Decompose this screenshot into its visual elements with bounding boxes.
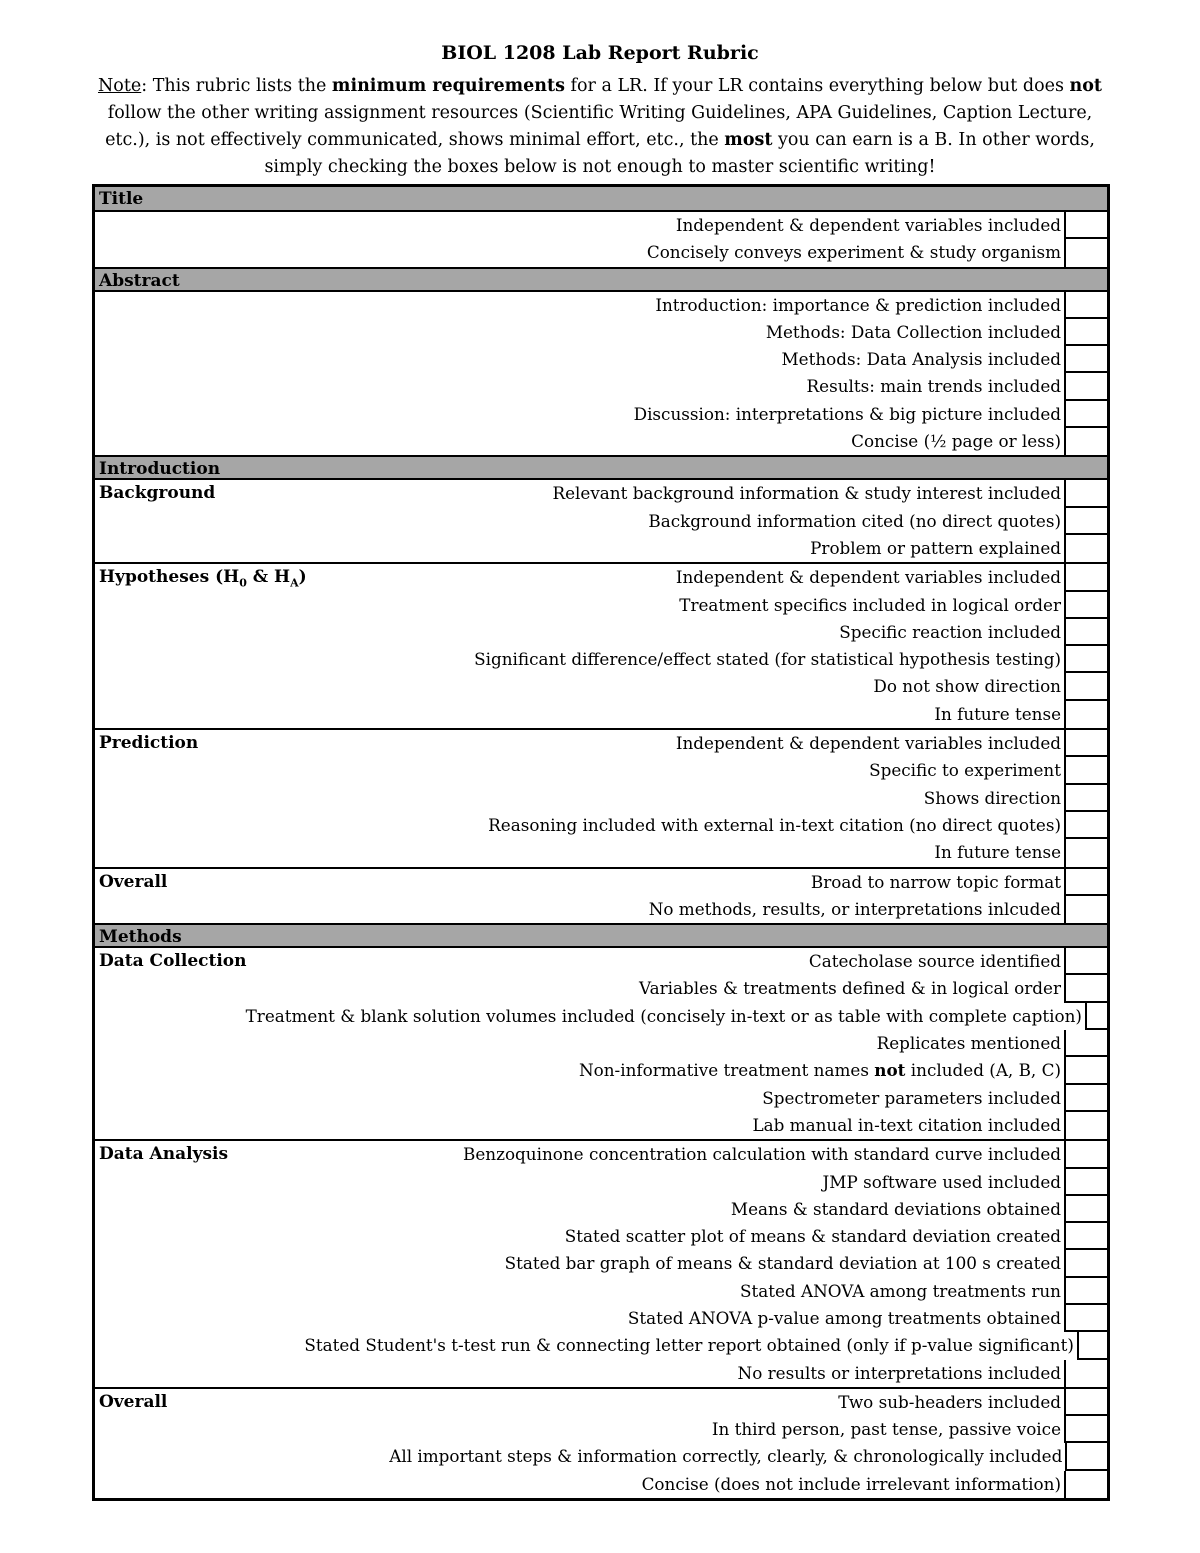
subheader-label (95, 757, 399, 784)
checkbox[interactable] (1064, 1030, 1107, 1057)
criterion-row (95, 1250, 1107, 1277)
criterion-row (95, 812, 1107, 839)
criterion-row (95, 896, 1107, 923)
criterion-text: In future tense (934, 703, 1061, 724)
criterion-text: Discussion: interpretations & big picture included (633, 403, 1061, 424)
subheader-label (95, 701, 399, 728)
criterion-text: Independent & dependent variables included (675, 733, 1061, 754)
subheader-text: Data Analysis (99, 1144, 229, 1165)
criterion-text: Specific to experiment (869, 760, 1061, 781)
checkbox[interactable] (1064, 1112, 1107, 1139)
criterion-row (95, 428, 1107, 455)
criterion-row (95, 480, 1107, 507)
subheader-label (95, 428, 399, 455)
checkbox[interactable] (1064, 1360, 1107, 1387)
note-text-1: : This rubric lists the (141, 76, 332, 96)
criterion-text-part: Non-informative treatment names (578, 1060, 875, 1081)
criterion-text: Results: main trends included (806, 376, 1061, 397)
section-header-abstract: Abstract (95, 267, 1107, 292)
criterion-text: Catecholase source identified (808, 951, 1061, 972)
checkbox[interactable] (1064, 1305, 1107, 1332)
checkbox[interactable] (1064, 948, 1107, 975)
section-header-introduction: Introduction (95, 455, 1107, 480)
criterion-row (95, 346, 1107, 373)
subheader-label (95, 730, 399, 757)
checkbox[interactable] (1064, 975, 1107, 1002)
criterion-text: Shows direction (923, 787, 1061, 808)
checkbox[interactable] (1064, 1416, 1107, 1443)
note-text-4: you can earn is a B. In other words, simply checking the boxes below is not enough to master scientific writing! (264, 130, 1095, 177)
checkbox[interactable] (1064, 619, 1107, 646)
criterion-text: Spectrometer parameters included (762, 1087, 1061, 1108)
criterion-row (95, 319, 1107, 346)
criterion-row (95, 373, 1107, 400)
criterion-text: All important steps & information correctly, clearly, & chronologically included (389, 1446, 1063, 1467)
subheader-label (95, 373, 399, 400)
subheader-text: Data Collection (99, 951, 247, 972)
criterion-row (95, 975, 1107, 1002)
criterion-row (95, 212, 1107, 239)
criteria-group (95, 728, 1107, 866)
subheader-text: Background (99, 483, 216, 504)
section-header-title: Title (95, 187, 1107, 212)
criterion-row (95, 646, 1107, 673)
subheader-label (95, 319, 399, 346)
subheader-label (95, 1003, 246, 1030)
criterion-text: In future tense (934, 842, 1061, 863)
criterion-text: Stated bar graph of means & standard deviation at 100 s created (504, 1253, 1061, 1274)
subheader-text: Overall (99, 871, 168, 892)
criterion-row (95, 1141, 1107, 1168)
criterion-text: Background information cited (no direct quotes) (648, 510, 1061, 531)
criterion-text: Replicates mentioned (876, 1033, 1061, 1054)
subheader-label (95, 1057, 399, 1084)
rubric-note (94, 73, 1106, 181)
criterion-text: Do not show direction (873, 676, 1061, 697)
criterion-row (95, 401, 1107, 428)
subheader-label (95, 239, 399, 266)
criterion-text: Means & standard deviations obtained (730, 1198, 1061, 1219)
subheader-label (95, 508, 399, 535)
criterion-row (95, 619, 1107, 646)
checkbox[interactable] (1064, 785, 1107, 812)
criterion-text: No results or interpretations included (737, 1362, 1061, 1383)
criterion-text: Stated scatter plot of means & standard deviation created (564, 1226, 1061, 1247)
checkbox[interactable] (1064, 592, 1107, 619)
criterion-row (95, 1360, 1107, 1387)
checkbox[interactable] (1064, 346, 1107, 373)
criterion-row (95, 1085, 1107, 1112)
subheader-label (95, 1169, 399, 1196)
checkbox[interactable] (1077, 1332, 1107, 1359)
criterion-text: Concisely conveys experiment & study organism (646, 242, 1061, 263)
criterion-text-part: included (A, B, C) (905, 1060, 1061, 1081)
criterion-text: Treatment & blank solution volumes included (concisely in-text or as table with complete caption) (245, 1005, 1082, 1026)
subheader-label (95, 869, 399, 896)
criterion-text: Significant difference/effect stated (for statistical hypothesis testing) (474, 649, 1061, 670)
note-bold-2: not (1069, 76, 1102, 96)
criterion-text: Concise (½ page or less) (851, 431, 1061, 452)
criterion-row (95, 1030, 1107, 1057)
checkbox[interactable] (1064, 401, 1107, 428)
subheader-label (95, 1141, 399, 1168)
subheader-label (95, 673, 399, 700)
checkbox[interactable] (1064, 1389, 1107, 1416)
criterion-row (95, 508, 1107, 535)
criterion-text: Independent & dependent variables included (675, 567, 1061, 588)
checkbox[interactable] (1064, 239, 1107, 266)
criteria-group (95, 212, 1107, 267)
subheader-label (95, 401, 399, 428)
subheader-label (95, 592, 399, 619)
page-title: BIOL 1208 Lab Report Rubric (441, 42, 759, 64)
criterion-row (95, 1112, 1107, 1139)
subheader-label (95, 1360, 399, 1387)
rubric-table (92, 184, 1110, 1501)
criterion-text: Two sub-headers included (838, 1391, 1061, 1412)
note-label: Note (97, 76, 142, 96)
subheader-label (95, 480, 399, 507)
subheader-label (95, 619, 399, 646)
criterion-text: Concise (does not include irrelevant information) (641, 1473, 1061, 1494)
checkbox[interactable] (1064, 508, 1107, 535)
checkbox[interactable] (1064, 1250, 1107, 1277)
checkbox[interactable] (1064, 564, 1107, 591)
subheader-label (95, 1278, 399, 1305)
checkbox[interactable] (1064, 896, 1107, 923)
criterion-row (95, 1389, 1107, 1416)
checkbox[interactable] (1064, 701, 1107, 728)
subheader-label (95, 346, 399, 373)
note-text-3: follow the other writing assignment resources (Scientific Writing Guidelines, APA Guidelines, Caption Lecture, etc.), is not effectively communicated, shows minimal effort, etc., the (105, 103, 1093, 150)
subheader-label (95, 785, 399, 812)
criterion-text: JMP software used included (822, 1171, 1061, 1192)
checkbox[interactable] (1064, 1471, 1107, 1498)
criterion-text: Lab manual in-text citation included (752, 1114, 1061, 1135)
criteria-group (95, 1387, 1107, 1498)
subheader-label (95, 948, 399, 975)
criterion-row (95, 239, 1107, 266)
checkbox[interactable] (1064, 1278, 1107, 1305)
criterion-text: Stated ANOVA p-value among treatments obtained (627, 1307, 1061, 1328)
subheader-text: Overall (99, 1391, 168, 1412)
criterion-row (95, 1278, 1107, 1305)
criterion-text: Reasoning included with external in-text citation (no direct quotes) (488, 814, 1061, 835)
criterion-row (95, 592, 1107, 619)
criterion-row (95, 948, 1107, 975)
subheader-label (95, 646, 399, 673)
subheader-text: ) (298, 567, 307, 588)
criteria-group (95, 480, 1107, 562)
checkbox[interactable] (1064, 319, 1107, 346)
criterion-row (95, 1196, 1107, 1223)
criterion-text: No methods, results, or interpretations inlcuded (648, 898, 1061, 919)
checkbox[interactable] (1085, 1003, 1107, 1030)
criteria-group (95, 292, 1107, 456)
checkbox[interactable] (1064, 869, 1107, 896)
criterion-row (95, 1332, 1107, 1359)
criteria-group (95, 1139, 1107, 1387)
checkbox[interactable] (1064, 1057, 1107, 1084)
subheader-label (95, 1332, 304, 1359)
criterion-row (95, 564, 1107, 591)
criterion-row (95, 1057, 1107, 1084)
criterion-row (95, 1223, 1107, 1250)
subheader-label (95, 839, 399, 866)
subheader-label (95, 812, 399, 839)
criterion-row (95, 1305, 1107, 1332)
criterion-row (95, 785, 1107, 812)
checkbox[interactable] (1064, 730, 1107, 757)
checkbox[interactable] (1064, 480, 1107, 507)
subheader-label (95, 975, 399, 1002)
criterion-bold: not (874, 1060, 906, 1081)
checkbox[interactable] (1064, 292, 1107, 319)
checkbox[interactable] (1064, 1141, 1107, 1168)
criterion-text: Relevant background information & study interest included (552, 483, 1061, 504)
subheader-label (95, 1305, 399, 1332)
checkbox[interactable] (1064, 1223, 1107, 1250)
criterion-row (95, 1003, 1107, 1030)
criterion-row (95, 869, 1107, 896)
subheader-label (95, 212, 399, 239)
criterion-row (95, 701, 1107, 728)
subscript-null: 0 (239, 576, 247, 590)
criterion-row (95, 730, 1107, 757)
criterion-text: Introduction: importance & prediction included (655, 294, 1061, 315)
criterion-row (95, 757, 1107, 784)
subheader-text: Prediction (99, 733, 199, 754)
subheader-label (95, 1112, 399, 1139)
checkbox[interactable] (1064, 428, 1107, 455)
criteria-group (95, 867, 1107, 924)
subheader-label (95, 1389, 399, 1416)
checkbox[interactable] (1065, 1443, 1107, 1470)
subheader-label (95, 1443, 389, 1470)
criterion-row (95, 1471, 1107, 1498)
criteria-group (95, 562, 1107, 728)
subheader-label (95, 535, 399, 562)
subheader-text: & H (246, 567, 291, 588)
criterion-row (95, 1443, 1107, 1470)
criterion-row (95, 673, 1107, 700)
criterion-text: Stated Student's t-test run & connecting letter report obtained (only if p-value significant) (304, 1335, 1074, 1356)
subheader-label (95, 1416, 399, 1443)
checkbox[interactable] (1064, 839, 1107, 866)
checkbox[interactable] (1064, 212, 1107, 239)
criterion-text: Specific reaction included (839, 621, 1061, 642)
criterion-row (95, 292, 1107, 319)
criterion-text: Methods: Data Collection included (765, 321, 1061, 342)
criterion-row (95, 535, 1107, 562)
criteria-group (95, 948, 1107, 1139)
checkbox[interactable] (1064, 646, 1107, 673)
criterion-text: Variables & treatments defined & in logical order (639, 978, 1061, 999)
subheader-label (95, 564, 399, 591)
criterion-text: Problem or pattern explained (810, 537, 1061, 558)
criterion-row (95, 1169, 1107, 1196)
criterion-text: Independent & dependent variables included (675, 215, 1061, 235)
subscript-alt: A (290, 576, 299, 590)
subheader-label (95, 1250, 399, 1277)
subheader-label (95, 1223, 399, 1250)
subheader-text: Hypotheses (H (99, 567, 240, 588)
criterion-row (95, 1416, 1107, 1443)
note-text-2: for a LR. If your LR contains everything below but does (564, 76, 1070, 96)
note-bold-3: most (724, 130, 773, 150)
subheader-label (95, 896, 399, 923)
subheader-label (95, 1471, 399, 1498)
checkbox[interactable] (1064, 757, 1107, 784)
checkbox[interactable] (1064, 1085, 1107, 1112)
checkbox[interactable] (1064, 1196, 1107, 1223)
criterion-text: Benzoquinone concentration calculation with standard curve included (463, 1144, 1061, 1165)
checkbox[interactable] (1064, 812, 1107, 839)
checkbox[interactable] (1064, 535, 1107, 562)
criterion-text: In third person, past tense, passive voice (711, 1419, 1061, 1440)
criterion-text: Methods: Data Analysis included (781, 349, 1061, 370)
criterion-row (95, 839, 1107, 866)
checkbox[interactable] (1064, 673, 1107, 700)
subheader-label (95, 1030, 399, 1057)
note-bold-1: minimum requirements (331, 76, 565, 96)
criterion-text: Treatment specifics included in logical order (679, 594, 1061, 615)
subheader-label (95, 1085, 399, 1112)
checkbox[interactable] (1064, 1169, 1107, 1196)
subheader-label (95, 1196, 399, 1223)
checkbox[interactable] (1064, 373, 1107, 400)
subheader-label (95, 292, 399, 319)
criterion-text (399, 1057, 1064, 1084)
section-header-methods: Methods (95, 923, 1107, 948)
criterion-text: Stated ANOVA among treatments run (739, 1280, 1061, 1301)
criterion-text: Broad to narrow topic format (810, 871, 1061, 892)
